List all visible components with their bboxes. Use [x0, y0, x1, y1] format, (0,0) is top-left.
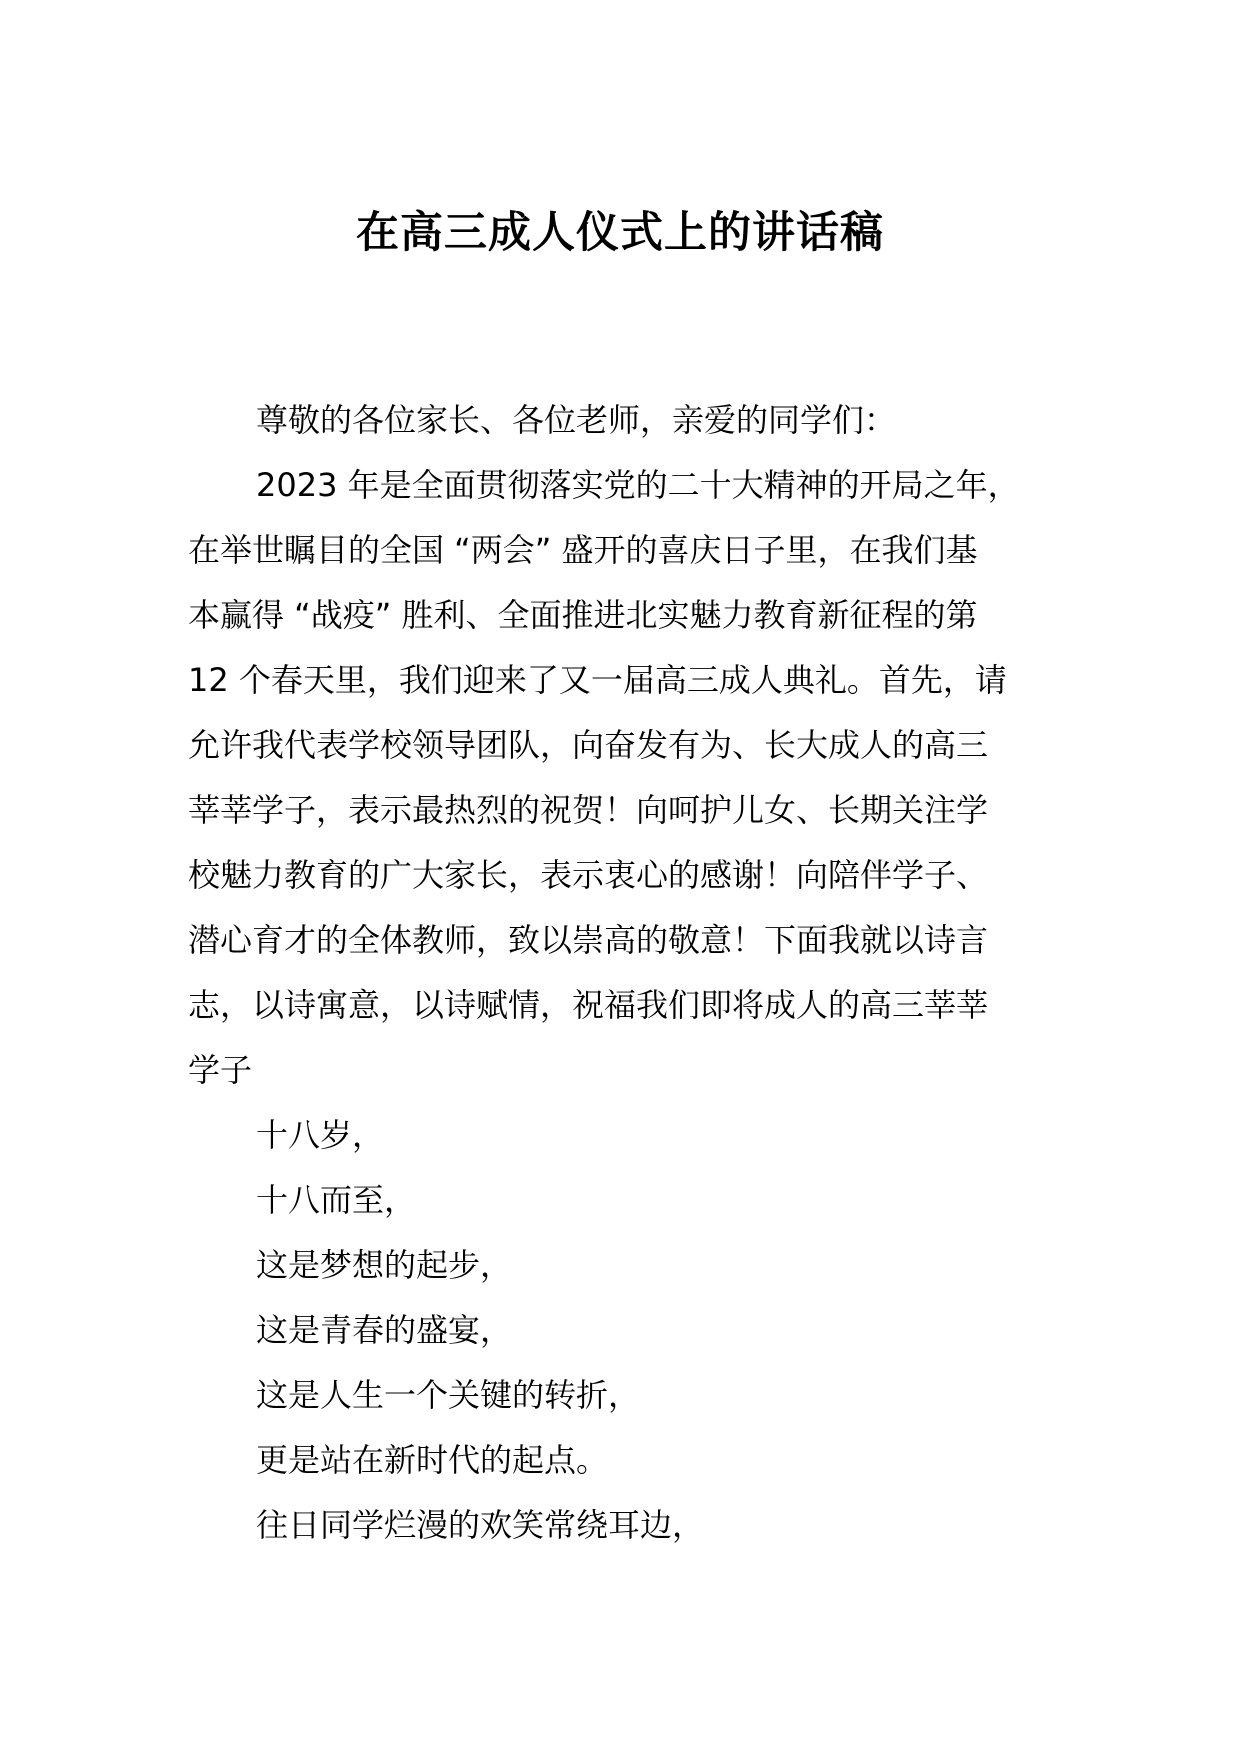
- verse-line: 更是站在新时代的起点。: [256, 1441, 609, 1479]
- verse-line: 往日同学烂漫的欢笑常绕耳边，: [256, 1506, 705, 1544]
- paragraph-line: 潜心育才的全体教师，致以崇高的敬意！下面我就以诗言: [188, 921, 989, 959]
- paragraph-line: 本赢得 “战疫” 胜利、全面推进北实魅力教育新征程的第: [188, 596, 978, 634]
- document-title: 在高三成人仪式上的讲话稿: [356, 208, 884, 258]
- paragraph-line: 12 个春天里，我们迎来了又一届高三成人典礼。首先，请: [188, 661, 1007, 699]
- document-body: [188, 388, 1058, 1558]
- paragraph-line: 2023 年是全面贯彻落实党的二十大精神的开局之年，: [256, 466, 1020, 504]
- verse-line: 这是人生一个关键的转折，: [256, 1376, 641, 1414]
- paragraph-line: 志，以诗寓意，以诗赋情，祝福我们即将成人的高三莘莘: [188, 986, 989, 1024]
- verse-line: 这是梦想的起步，: [256, 1246, 513, 1284]
- verse-line: 十八岁，: [256, 1116, 385, 1154]
- paragraph-line: 允许我代表学校领导团队，向奋发有为、长大成人的高三: [188, 726, 989, 764]
- paragraph-line: 学子: [188, 1051, 253, 1089]
- salutation: 尊敬的各位家长、各位老师，亲爱的同学们：: [256, 401, 897, 439]
- opening-paragraph: [188, 453, 1058, 1103]
- paragraph-line: 校魅力教育的广大家长，表示衷心的感谢！向陪伴学子、: [188, 856, 989, 894]
- paragraph-line: 在举世瞩目的全国 “两会” 盛开的喜庆日子里，在我们基: [188, 531, 978, 569]
- verse-line: 这是青春的盛宴，: [256, 1311, 513, 1349]
- verse-line: 十八而至，: [256, 1181, 417, 1219]
- paragraph-line: 莘莘学子，表示最热烈的祝贺！向呵护儿女、长期关注学: [188, 791, 989, 829]
